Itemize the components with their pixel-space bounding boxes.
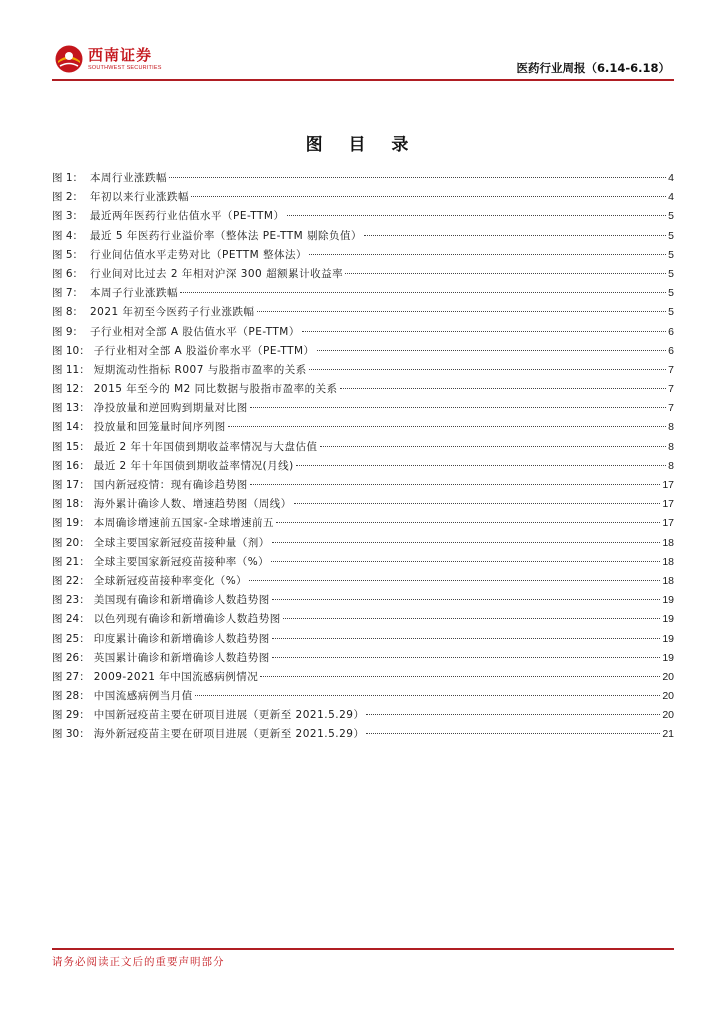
- toc-leader-dots: [309, 369, 666, 370]
- toc-entry[interactable]: [52, 284, 674, 303]
- toc-entry-page: 8: [668, 421, 674, 434]
- toc-entry-page: 19: [662, 651, 674, 664]
- toc-entry-label: 图 24：: [52, 613, 90, 626]
- toc-entry-label: 图 11：: [52, 363, 90, 376]
- toc-entry[interactable]: [52, 342, 674, 361]
- toc-entry[interactable]: [52, 630, 674, 649]
- toc-entry-page: 18: [662, 574, 674, 587]
- toc-entry-title: 海外新冠疫苗主要在研项目进展（更新至 2021.5.29）: [93, 728, 365, 741]
- toc-leader-dots: [250, 484, 661, 485]
- toc-leader-dots: [340, 388, 666, 389]
- toc-leader-dots: [195, 695, 661, 696]
- toc-entry[interactable]: [52, 610, 674, 629]
- toc-entry-title: 全球主要国家新冠疫苗接种率（%）: [93, 555, 270, 568]
- toc-entry[interactable]: [52, 687, 674, 706]
- toc-leader-dots: [272, 542, 661, 543]
- toc-entry[interactable]: [52, 207, 674, 226]
- toc-entry-page: 18: [662, 555, 674, 568]
- footer-divider: [52, 948, 674, 950]
- toc-leader-dots: [272, 638, 661, 639]
- toc-entry[interactable]: [52, 553, 674, 572]
- toc-entry-title: 净投放量和逆回购到期量对比图: [93, 402, 248, 415]
- toc-leader-dots: [276, 522, 660, 523]
- toc-leader-dots: [320, 446, 667, 447]
- toc-leader-dots: [249, 580, 660, 581]
- toc-entry[interactable]: [52, 265, 674, 284]
- toc-entry-page: 4: [668, 191, 674, 204]
- toc-entry-title: 最近 2 年十年国债到期收益率情况(月线): [93, 459, 294, 472]
- toc-entry-title: 本周确诊增速前五国家-全球增速前五: [93, 517, 274, 530]
- toc-entry-title: 国内新冠疫情：现有确诊趋势图: [93, 479, 248, 491]
- toc-entry-title: 行业间估值水平走势对比（PETTM 整体法）: [90, 248, 308, 261]
- toc-entry-label: 图 26：: [52, 651, 90, 664]
- toc-entry-title: 2015 年至今的 M2 同比数据与股指市盈率的关系: [93, 383, 338, 396]
- toc-entry[interactable]: [52, 380, 674, 399]
- toc-entry-label: 图 25：: [52, 632, 90, 645]
- toc-heading: 图 目 录: [305, 135, 419, 155]
- toc-entry-page: 6: [668, 325, 674, 338]
- toc-entry-title: 全球主要国家新冠疫苗接种量（剂）: [93, 536, 270, 549]
- toc-entry-label: 图 15：: [52, 440, 90, 453]
- toc-entry-label: 图 29：: [52, 709, 90, 722]
- toc-entry-page: 5: [668, 267, 674, 280]
- toc-entry-title: 最近 5 年医药行业溢价率（整体法 PE-TTM 剔除负值）: [90, 229, 363, 242]
- toc-leader-dots: [364, 235, 666, 236]
- toc-entry-label: 图 7：: [52, 287, 84, 300]
- toc-leader-dots: [366, 714, 660, 715]
- toc-entry-page: 18: [662, 536, 674, 549]
- toc-entry-page: 19: [662, 594, 674, 607]
- toc-entry[interactable]: [52, 668, 674, 687]
- toc-entry-title: 投放量和回笼量时间序列图: [93, 421, 226, 434]
- toc-entry[interactable]: [52, 418, 674, 437]
- toc-entry-title: 本周行业涨跌幅: [90, 172, 167, 184]
- toc-entry-page: 19: [662, 632, 674, 645]
- toc-entry-page: 8: [668, 459, 674, 472]
- toc-entry-label: 图 12：: [52, 383, 90, 396]
- report-title: 医药行业周报（6.14-6.18）: [516, 61, 670, 75]
- toc-entry-page: 20: [662, 709, 674, 722]
- toc-entry-label: 图 8：: [52, 306, 84, 319]
- company-logo: [54, 42, 194, 78]
- toc-entry-title: 以色列现有确诊和新增确诊人数趋势图: [93, 613, 281, 626]
- toc-entry-title: 子行业相对全部 A 股估值水平（PE-TTM）: [90, 325, 300, 338]
- toc-entry-title: 全球新冠疫苗接种率变化（%）: [93, 574, 248, 587]
- brand-subtitle: SOUTHWEST SECURITIES: [88, 65, 162, 71]
- toc-leader-dots: [180, 292, 666, 293]
- toc-entry-title: 2021 年初至今医药子行业涨跌幅: [90, 306, 255, 319]
- toc-entry-page: 6: [668, 344, 674, 357]
- toc-entry[interactable]: [52, 495, 674, 514]
- toc-entry[interactable]: [52, 399, 674, 418]
- toc-entry-page: 19: [662, 613, 674, 626]
- brand-name: 西南证券: [88, 46, 153, 64]
- toc-entry-page: 7: [668, 363, 674, 376]
- page-header: [0, 0, 724, 82]
- footer-notice: 请务必阅读正文后的重要声明部分: [52, 956, 225, 968]
- toc-entry-label: 图 18：: [52, 498, 90, 511]
- toc-leader-dots: [309, 254, 666, 255]
- toc-entry-label: 图 14：: [52, 421, 90, 434]
- toc-entry-page: 5: [668, 210, 674, 223]
- toc-entry-label: 图 5：: [52, 248, 84, 261]
- toc-entry-page: 5: [668, 248, 674, 261]
- toc-entry[interactable]: [52, 514, 674, 533]
- toc-entry-label: 图 27：: [52, 670, 90, 683]
- toc-entry-page: 20: [662, 670, 674, 683]
- toc-entry-label: 图 20：: [52, 536, 90, 549]
- toc-entry-page: 5: [668, 306, 674, 319]
- toc-entry[interactable]: [52, 476, 674, 495]
- toc-entry-label: 图 21：: [52, 555, 90, 568]
- toc-entry-title: 年初以来行业涨跌幅: [90, 191, 189, 204]
- toc-entry-label: 图 19：: [52, 517, 90, 530]
- toc-entry-label: 图 6：: [52, 267, 84, 280]
- toc-entry-label: 图 9：: [52, 325, 84, 338]
- toc-entry[interactable]: [52, 227, 674, 246]
- toc-entry-label: 图 13：: [52, 402, 90, 415]
- toc-entry-page: 20: [662, 690, 674, 703]
- toc-leader-dots: [366, 733, 660, 734]
- toc-entry[interactable]: [52, 246, 674, 265]
- toc-entry-page: 17: [662, 479, 674, 491]
- logo-emblem-icon: [54, 44, 84, 74]
- toc-entry-title: 中国新冠疫苗主要在研项目进展（更新至 2021.5.29）: [93, 709, 365, 722]
- toc-entry-page: 5: [668, 229, 674, 242]
- toc-entry[interactable]: [52, 457, 674, 476]
- toc-entry-label: 图 23：: [52, 594, 90, 607]
- toc-leader-dots: [271, 561, 660, 562]
- toc-entry-page: 17: [662, 498, 674, 511]
- toc-entry[interactable]: [52, 169, 674, 188]
- toc-leader-dots: [345, 273, 666, 274]
- toc-entry-label: 图 10：: [52, 344, 90, 357]
- toc-entry-label: 图 3：: [52, 210, 84, 223]
- toc-entry-label: 图 16：: [52, 459, 90, 472]
- toc-entry-title: 印度累计确诊和新增确诊人数趋势图: [93, 632, 270, 645]
- toc-entry-title: 美国现有确诊和新增确诊人数趋势图: [93, 594, 270, 607]
- toc-entry-title: 子行业相对全部 A 股溢价率水平（PE-TTM）: [93, 344, 315, 357]
- toc-leader-dots: [272, 657, 661, 658]
- toc-entry[interactable]: [52, 572, 674, 591]
- toc-entry-title: 2009-2021 年中国流感病例情况: [93, 670, 259, 683]
- toc-leader-dots: [228, 426, 666, 427]
- toc-entry-label: 图 28：: [52, 690, 90, 703]
- toc-entry-label: 图 1：: [52, 172, 84, 184]
- toc-entry[interactable]: [52, 323, 674, 342]
- toc-entry-label: 图 30：: [52, 728, 90, 741]
- toc-leader-dots: [296, 465, 666, 466]
- toc-leader-dots: [294, 503, 661, 504]
- toc-entry-label: 图 2：: [52, 191, 84, 204]
- toc-entry-page: 7: [668, 402, 674, 415]
- header-divider: [52, 79, 674, 81]
- toc-leader-dots: [272, 599, 661, 600]
- toc-entry-page: 21: [662, 728, 674, 741]
- toc-entry[interactable]: [52, 725, 674, 744]
- toc-entry-page: 4: [668, 172, 674, 184]
- toc-entry-label: 图 22：: [52, 574, 90, 587]
- toc-entry-title: 行业间对比过去 2 年相对沪深 300 超额累计收益率: [90, 267, 344, 280]
- toc-leader-dots: [250, 407, 666, 408]
- toc-leader-dots: [260, 676, 660, 677]
- toc-leader-dots: [283, 618, 661, 619]
- toc-leader-dots: [302, 331, 666, 332]
- toc-entry-title: 最近 2 年十年国债到期收益率情况与大盘估值: [93, 440, 318, 453]
- toc-leader-dots: [257, 311, 667, 312]
- toc-entry[interactable]: [52, 303, 674, 322]
- toc-leader-dots: [287, 215, 667, 216]
- toc-entry-title: 最近两年医药行业估值水平（PE-TTM）: [90, 210, 285, 223]
- toc-entry-page: 7: [668, 383, 674, 396]
- toc-entry-title: 本周子行业涨跌幅: [90, 287, 178, 300]
- toc-entry[interactable]: [52, 438, 674, 457]
- figure-table-of-contents: [52, 169, 674, 745]
- toc-entry-title: 英国累计确诊和新增确诊人数趋势图: [93, 651, 270, 664]
- toc-entry-title: 海外累计确诊人数、增速趋势图（周线）: [93, 498, 292, 511]
- toc-leader-dots: [169, 177, 666, 178]
- toc-entry[interactable]: [52, 361, 674, 380]
- toc-entry-title: 短期流动性指标 R007 与股指市盈率的关系: [93, 363, 307, 376]
- toc-entry[interactable]: [52, 649, 674, 668]
- toc-entry-page: 5: [668, 287, 674, 300]
- toc-entry[interactable]: [52, 534, 674, 553]
- toc-entry-label: 图 17：: [52, 479, 90, 491]
- toc-entry-page: 8: [668, 440, 674, 453]
- toc-leader-dots: [317, 350, 667, 351]
- toc-entry-label: 图 4：: [52, 229, 84, 242]
- toc-leader-dots: [191, 196, 666, 197]
- toc-entry[interactable]: [52, 591, 674, 610]
- toc-entry[interactable]: [52, 188, 674, 207]
- toc-entry-page: 17: [662, 517, 674, 530]
- toc-entry[interactable]: [52, 706, 674, 725]
- toc-entry-title: 中国流感病例当月值: [93, 690, 193, 703]
